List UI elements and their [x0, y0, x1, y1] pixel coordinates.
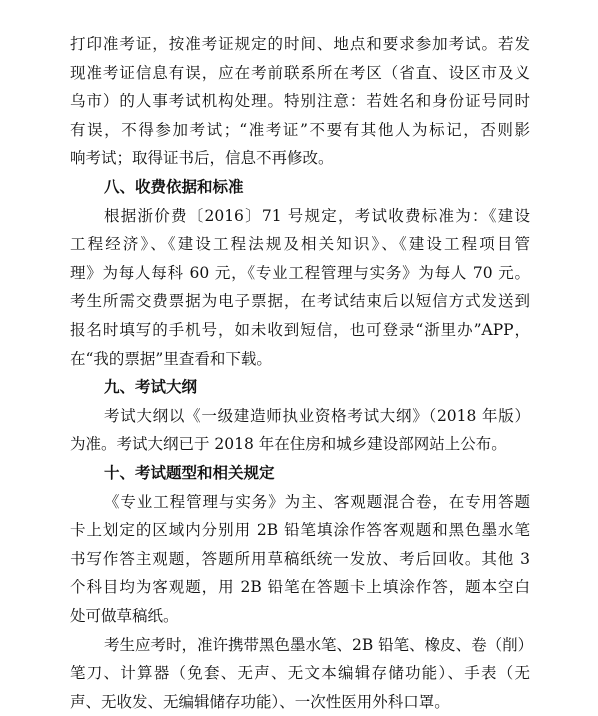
text-line: 在“我的票据”里查看和下载。 — [70, 349, 272, 368]
text-line: 响考试；取得证书后，信息不再修改。 — [70, 149, 334, 168]
text-line: 声、无收发、无编辑储存功能）、一次性医用外科口罩。 — [70, 692, 450, 711]
text-line: 理》为每人每科 60 元，《专业工程管理与实务》为每人 70 元。 — [70, 263, 530, 282]
text-line: 《专业工程管理与实务》为主、客观题混合卷，在专用答题 — [104, 492, 530, 511]
text-line: 根据浙价费〔2016〕71 号规定，考试收费标准为：《建设 — [104, 206, 530, 225]
section-heading-8: 八、收费依据和标准 — [104, 178, 244, 196]
text-line: 考生应考时，准许携带黑色墨水笔、2B 铅笔、橡皮、卷（削） — [104, 635, 534, 654]
text-line: 考试大纲以《一级建造师执业资格考试大纲》（2018 年版） — [104, 406, 530, 425]
section-heading-9: 九、考试大纲 — [104, 378, 198, 397]
text-line: 为准。考试大纲已于 2018 年在住房和城乡建设部网站上公布。 — [70, 435, 507, 454]
text-line: 打印准考证，按准考证规定的时间、地点和要求参加考试。若发 — [70, 35, 530, 53]
text-line: 笔刀、计算器（免套、无声、无文本编辑存储功能）、手表（无 — [70, 664, 530, 683]
text-line: 工程经济》、《建设工程法规及相关知识》、《建设工程项目管 — [70, 235, 530, 254]
text-line: 有误，不得参加考试；“准考证”不要有其他人为标记，否则影 — [70, 120, 530, 139]
text-line: 报名时填写的手机号，如未收到短信，也可登录“浙里办”APP， — [70, 321, 530, 339]
text-line: 考生所需交费票据为电子票据，在考试结束后以短信方式发送到 — [70, 292, 530, 311]
text-line: 个科目均为客观题，用 2B 铅笔在答题卡上填涂作答，题本空白 — [70, 578, 530, 597]
text-line: 书写作答主观题，答题所用草稿纸统一发放、考后回收。其他 3 — [70, 549, 530, 568]
text-line: 现准考证信息有误，应在考前联系所在考区（省直、设区市及义 — [70, 63, 530, 82]
text-line: 卡上划定的区域内分别用 2B 铅笔填涂作答客观题和黑色墨水笔 — [70, 521, 530, 540]
text-line: 乌市）的人事考试机构处理。特别注意：若姓名和身份证号同时 — [70, 92, 530, 111]
section-heading-10: 十、考试题型和相关规定 — [104, 464, 275, 482]
text-line: 处可做草稿纸。 — [70, 607, 179, 625]
